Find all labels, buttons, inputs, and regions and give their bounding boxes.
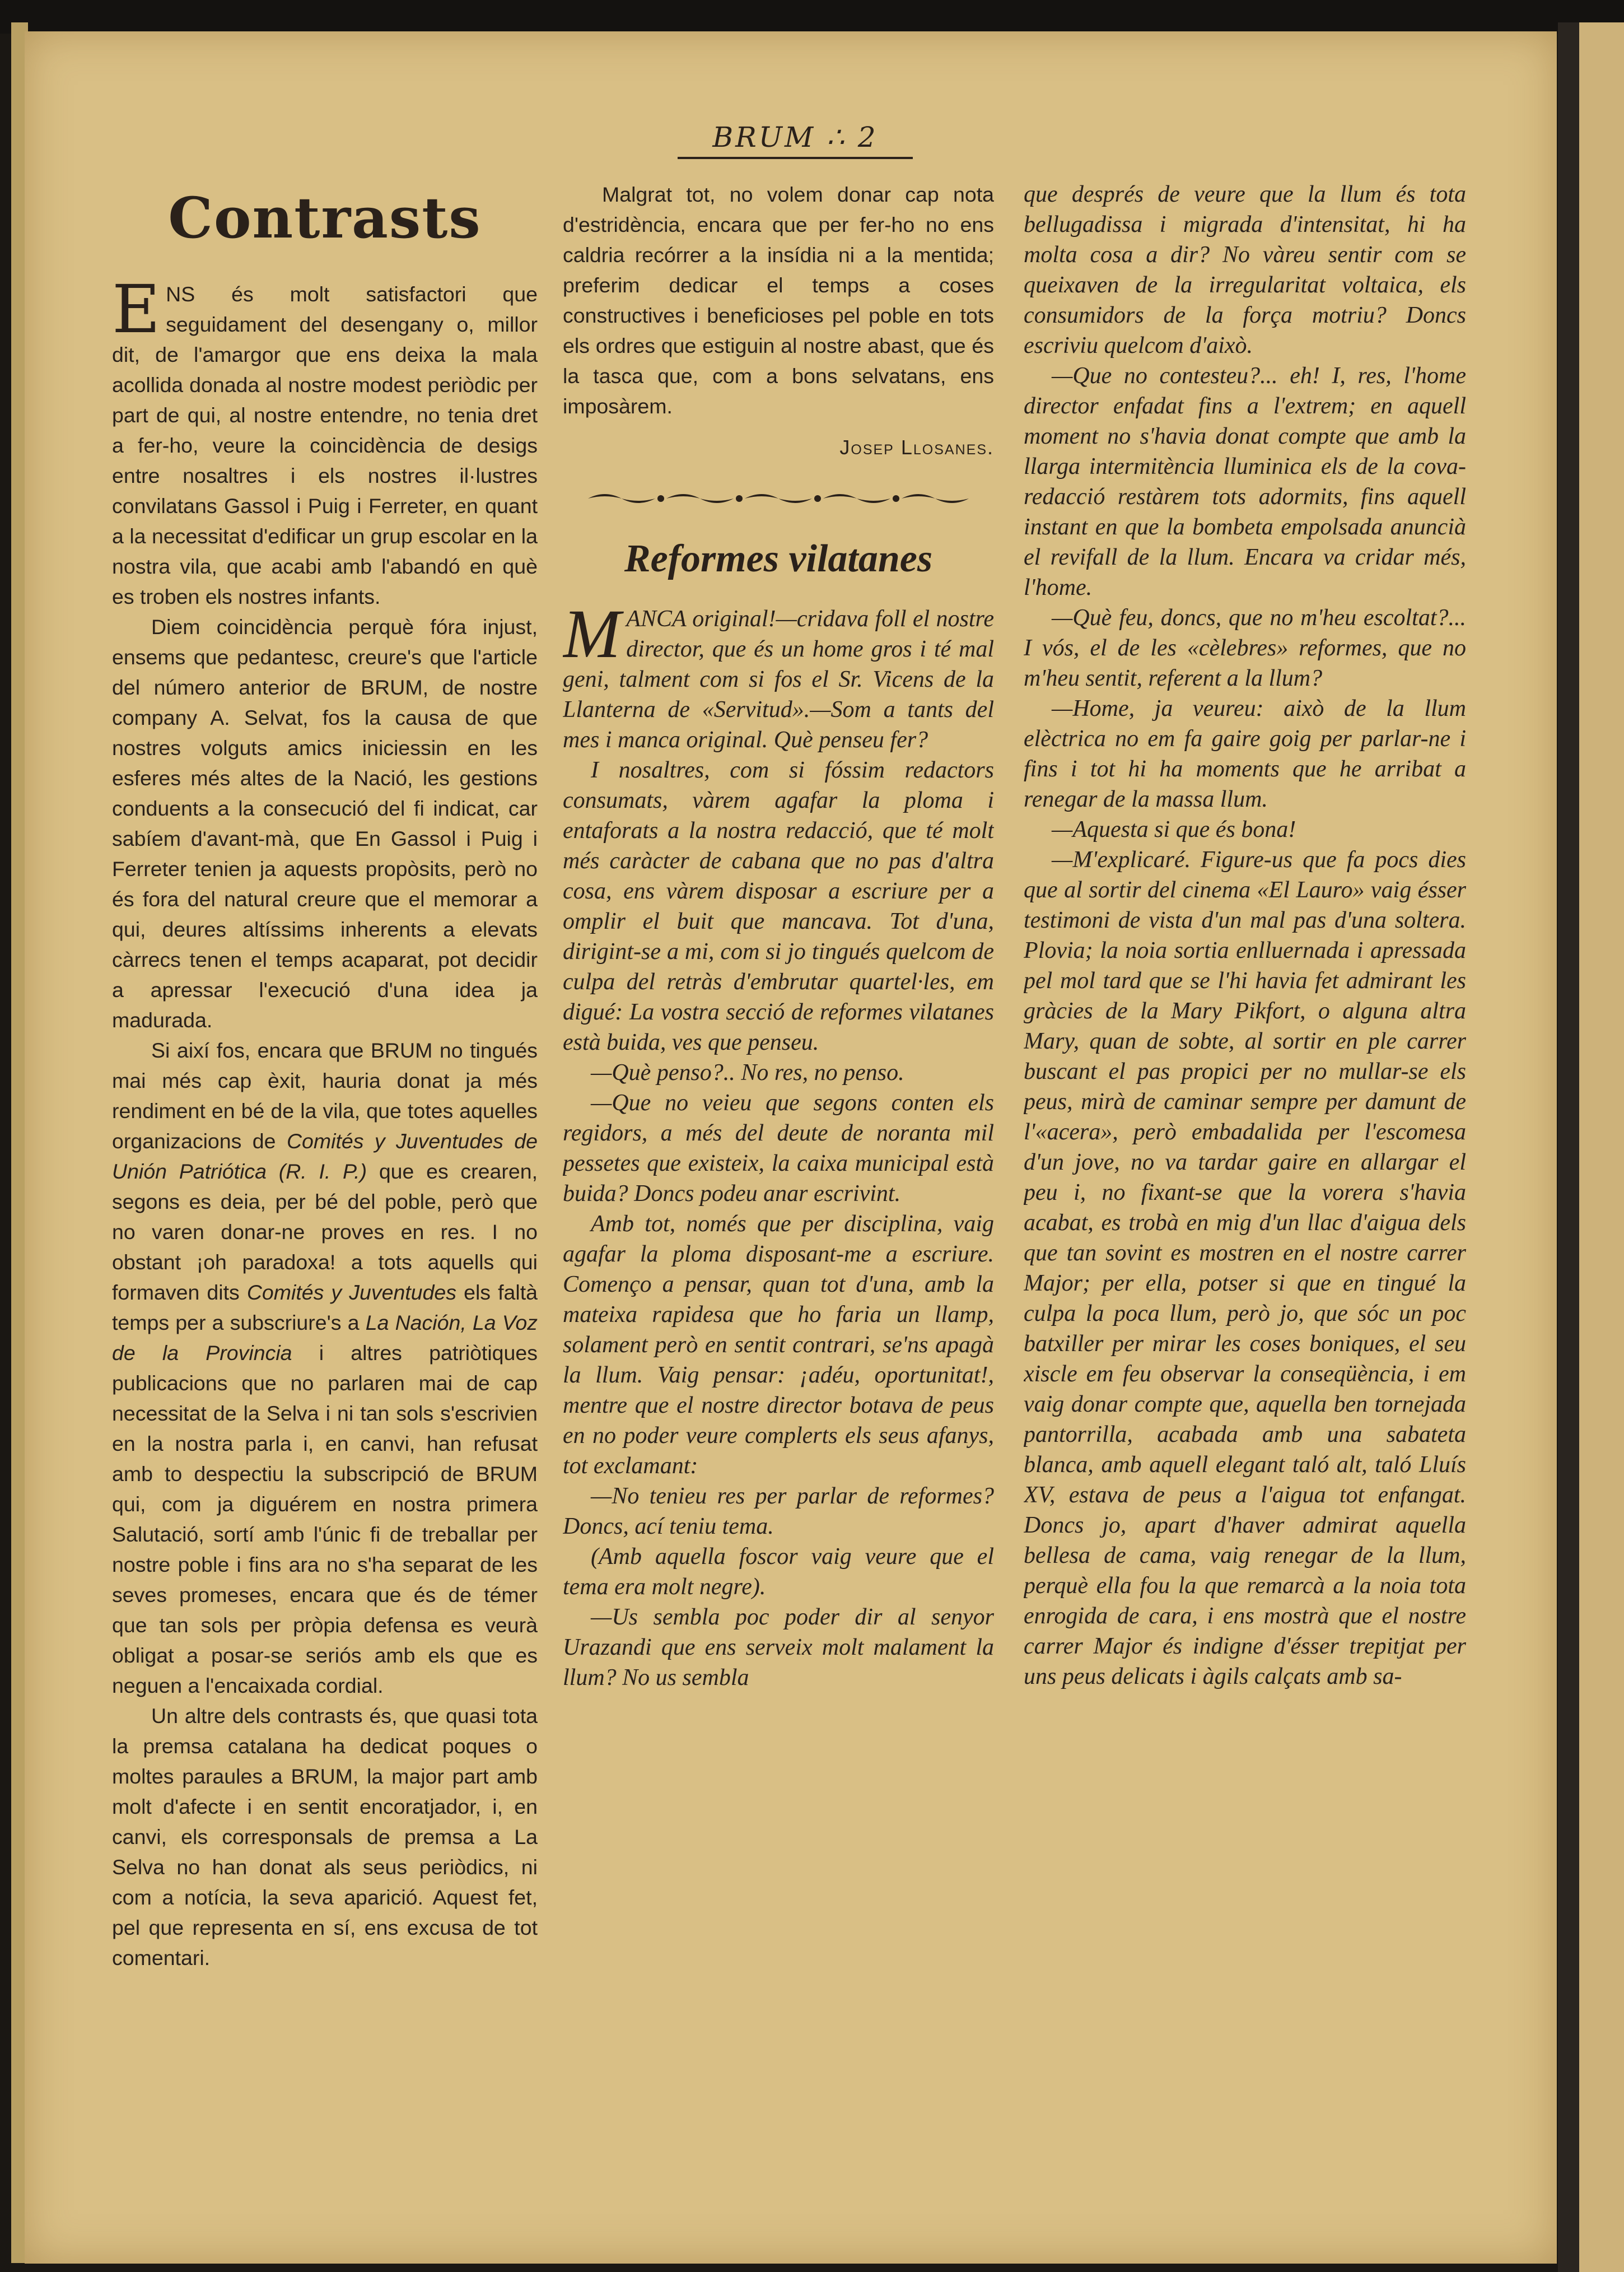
facing-page-edge [1579,22,1624,2272]
author-signature: Josep Llosanes. [839,436,994,459]
reformes-paragraph-1 [563,595,994,755]
contrasts-continuation [563,179,994,421]
reformes-paragraph-9: que després de veure que la llum és tota bellugadissa i migrada d'intensitat, hi ha molta cosa a dir? No vàreu sentir com se queixaven de la irregularitat voltaica, els consumidors de la força motriu? Doncs escriviu quelcom d'això. [1024,181,1466,359]
article-title-contrasts: Contrasts [168,185,482,251]
reformes-paragraph-6: —No tenieu res per parlar de reformes? Doncs, ací teniu tema. [563,1483,994,1539]
running-head: BRUM ∴ 2 [678,118,913,159]
p3-italic-b: Comités y Juventudes de Unión Patriótica (R. I. P.) [112,1129,538,1183]
p3-text-e: els faltà temps per a subscriure's a [112,1281,538,1334]
reformes-paragraph-7: (Amb aquella foscor vaig veure que el tema era molt negre). [563,1544,994,1600]
ornamental-divider [582,487,974,510]
column-1 [112,179,538,2263]
reformes-paragraph-12: —Home, ja veureu: això de la llum elèctrica no em fa gaire goig per parlar-ne i fins i tot hi ha moments que he arribat a renegar de la massa llum. [1024,696,1466,812]
reformes-paragraph-11: —Què feu, doncs, que no m'heu escoltat?... I vós, el de les «cèlebres» reformes, que no m'heu sentit, referent a la llum? [1024,605,1466,691]
reformes-p1-text: ANCA original!—cridava foll el nostre director, que és un home gros i té mal geni, talment com si fos el Sr. Vicens de la Llanterna de «Servitud».—Som a tants del mes i manca original. Què penseu fer? [563,606,994,753]
reformes-paragraph-13: —Aquesta si que és bona! [1052,817,1296,842]
p3-text-c: que es crearen, segons es deia, per bé del poble, però que no varen donar-ne proves en res. I no obstant ¡oh paradoxa! a tots aquells qui formaven dits [112,1160,538,1304]
p3-text-g: i altres patriòtiques publicacions que no parlaren mai de cap necessitat de la Selva i ni tan sols s'escrivien en la nostra parla i, en canvi, han refusat amb to despectiu la subscripció de BRUM qui, com ja diguérem en nostra primera Salutació, sortí amb l'únic fi de treballar per nostre poble i fins ara no s'ha separat de les seves promeses, encara que és de témer que tan sols per pròpia defensa es veurà obligat a posar-se seriós amb els que es neguen a l'encaixada cordial. [112,1341,538,1697]
reformes-paragraph-5: Amb tot, només que per disciplina, vaig agafar la ploma disposant-me a escriure. Començo a pensar, quan tot d'una, amb la mateixa rapidesa que ho faria un llamp, solament però en sentit contrari, se'ns apagà la llum. Vaig pensar: ¡adéu, oportunitat!, mentre que el nostre director botava de peus en no poder veure complerts els seus afanys, tot exclamant: [563,1211,994,1479]
contrasts-paragraph-2: Diem coincidència perquè fóra injust, ensems que pedantesc, creure's que l'article del número anterior de BRUM, de nostre company A. Selvat, fos la causa de que nostres volguts amics iniciessin en les esferes més altes de la Nació, les gestions conduents a la consecució del fi indicat, car sabíem d'avant-mà, que En Gassol i Puig i Ferreter tenien ja aquests propòsits, però no és fora del natural creure que el memorar a qui, deures altíssims inherents a elevats càrrecs tenen el temps acaparat, pot decidir a apressar l'execució d'una idea ja madurada. [112,615,538,1032]
scan-background-top [0,0,1624,34]
column-2 [563,179,994,2263]
contrasts-paragraph-5: Malgrat tot, no volem donar cap nota d'estridència, encara que per fer-ho no ens caldria recórrer a la insídia ni a la mentida; preferim dedicar el temps a coses constructives i beneficioses pel poble en tots els ordres que estiguin al nostre abast, que és la tasca que, com a bons selvatans, ens imposàrem. [563,183,994,418]
contrasts-paragraph-4: Un altre dels contrasts és, que quasi tota la premsa catalana ha dedicat poques o moltes paraules a BRUM, la major part amb molt d'afecte i en sentit encoratjador, i, en canvi, els corresponsals de premsa a La Selva no han donat als seus periòdics, ni com a notícia, la seva aparició. Aquest fet, pel que representa en sí, ens excusa de tot comentari. [112,1704,538,1970]
contrasts-paragraph-1 [112,271,538,612]
column-3 [1024,179,1466,2263]
reformes-paragraph-2: I nosaltres, com si fóssim redactors consumats, vàrem agafar la ploma i entaforats a la nostra redacció, que té molt més caràcter de cabana que no pas d'altra cosa, ens vàrem disposar a escriure per a omplir el buit que mancava. Tot d'una, dirigint-se a mi, com si jo tingués quelcom de culpa del retràs d'embrutar quartel·les, em digué: La vostra secció de reformes vilatanes està buida, ves que penseu. [563,757,994,1055]
reformes-paragraph-10: —Que no contesteu?... eh! I, res, l'home director enfadat fins a l'extrem; en aquell moment no s'havia donat compte que amb la llarga intermitència lluminica els de la cova-redacció restàrem tots adormits, fins aquell instant en que la bombeta empolsada anuncià el revifall de la llum. Encara va cridar més, l'home. [1024,363,1466,600]
p3-italic-d: Comités y Juventudes [246,1281,457,1304]
dropcap-m: M [563,595,621,672]
contrasts-p1-text: NS és molt satisfactori que seguidament del desengany o, millor dit, de l'amargor que ens deixa la mala acollida donada al nostre modest periòdic per part de qui, al nostre entendre, no tenia dret a fer-ho, veure la coincidència de desigs entre nosaltres i els nostres il·lustres convilatans Gassol i Puig i Ferreter, en quant a la necessitat d'edificar un grup escolar en la nostra vila, que acabi amb l'abandó en què es troben els nostres infants. [112,282,538,608]
contrasts-paragraph-3 [112,1035,538,1701]
article-title-reformes: Reformes vilatanes [624,537,933,580]
p3-text-a: Si així fos, encara que BRUM no tingués mai més cap èxit, hauria donat ja més rendiment en bé de la vila, que totes aquelles organizacions de [112,1039,538,1153]
reformes-paragraph-3: —Què penso?.. No res, no penso. [591,1060,904,1086]
binding-gutter [1558,22,1579,2272]
reformes-paragraph-4: —Que no veieu que segons conten els regidors, a més del deute de noranta mil pessetes que existeix, la caixa municipal està buida? Doncs podeu anar escrivint. [563,1090,994,1207]
p3-italic-f: La Nación, La Voz de la Provincia [112,1311,538,1365]
reformes-paragraph-14: —M'explicaré. Figure-us que fa pocs dies que al sortir del cinema «El Lauro» vaig ésser testimoni de vista d'un mal pas d'una soltera. Plovia; la noia sortia enlluernada i apressada pel mol tard que se l'hi havia fet admirant les gràcies de la Mary Pikfort, o alguna altra Mary, quan de sobte, al sortir en ple carrer buscant el pas propici per no mullar-se els peus, mirà de caminar sempre per damunt de l'«acera», però embadalida per l'escomesa d'un jove, no va tardar gaire en allargar el peu i, no fixant-se que la vorera s'havia acabat, es trobà en mig d'un llac d'aigua dels que tan sovint es mostren en el nostre carrer Major; per ella, potser si que en tingué la culpa la poca llum, però jo, que sóc un poc batxiller per mirar les coses boniques, el seu xiscle em feu observar la conseqüència, i em vaig donar compte que, aquella ben tornejada pantorrilla, acabada amb una sabateta blanca, amb aquell elegant taló alt, taló Lluís XV, estava de peus a l'aigua tot enfangat. Doncs jo, apart d'haver admirat aquella bellesa de cama, vaig renegar de la llum, perquè ella fou la que remarcà a la noia tota enrogida de cara, i ens mostrà que el nostre carrer Major és indigne d'ésser trepitjat per uns peus delicats i àgils calçats amb sa- [1024,847,1466,1689]
dropcap-e: E [112,271,161,348]
reformes-body-col2 [563,595,994,1693]
reformes-paragraph-8: —Us sembla poc poder dir al senyor Urazandi que ens serveix molt malament la llum? No us sembla [563,1604,994,1691]
